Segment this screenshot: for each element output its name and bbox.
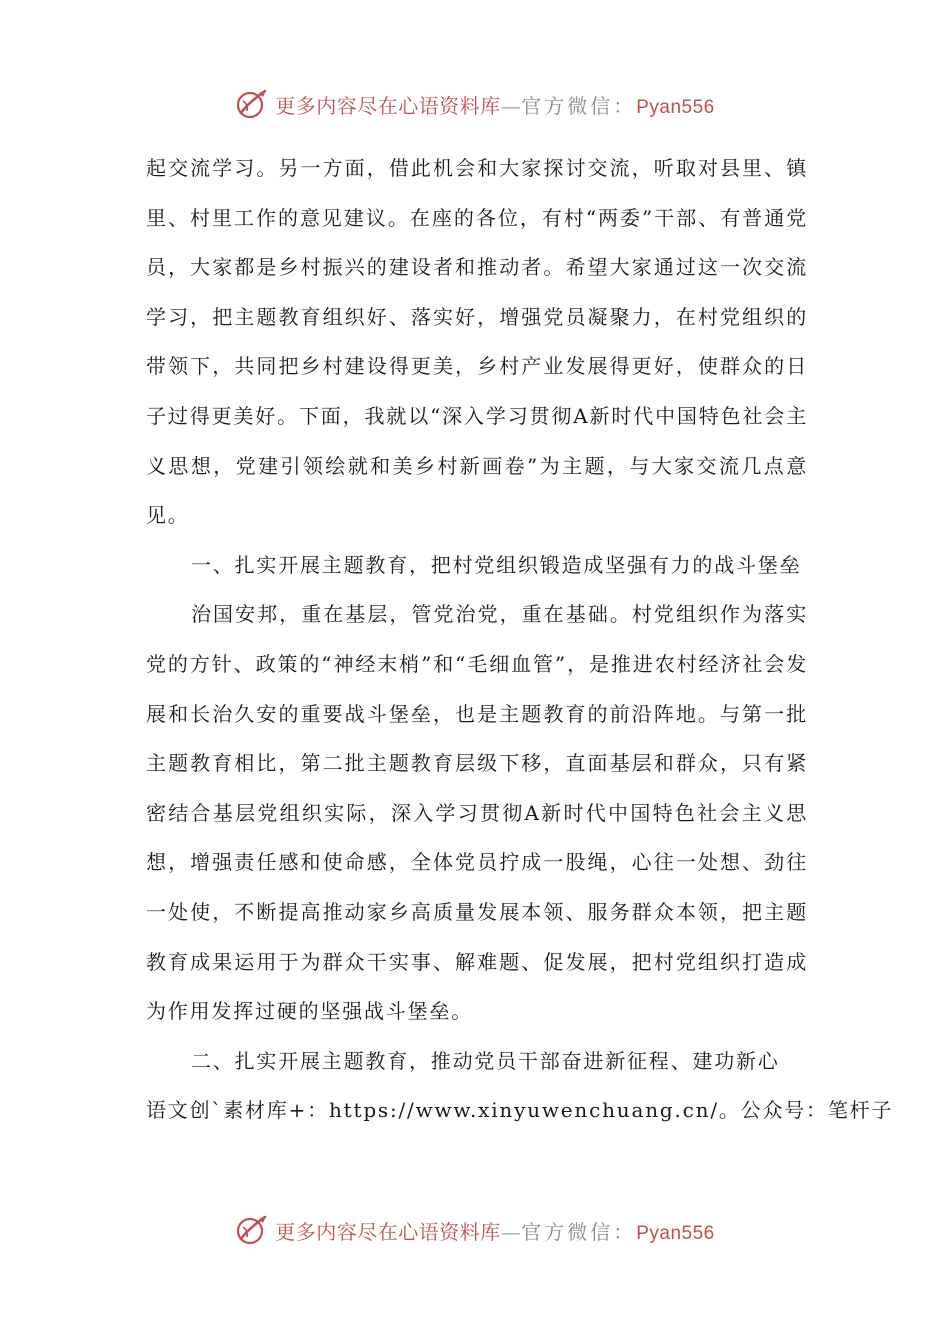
paragraph-2: 治国安邦，重在基层，管党治党，重在基础。村党组织作为落实党的方针、政策的“神经末梢”和“毛细血管”，是推进农村经济社会发展和长治久安的重要战斗堡垒，也是主题教育的前沿阵地。与第一批主题教育相比，第二批主题教育层级下移，直面基层和群众，只有紧密结合基层党组织实际，深入学习贯彻A新时代中国特色社会主义思想，增强责任感和使命感，全体党员拧成一股绳，心往一处想、劲往一处使，不断提高推动家乡高质量发展本领、服务群众本领，把主题教育成果运用于为群众干实事、解难题、促发展，把村党组织打造成为作用发挥过硬的坚强战斗堡垒。 <box>146 602 808 1024</box>
pen-logo-icon <box>235 1213 269 1247</box>
footer-banner-text <box>275 1216 715 1245</box>
footer-site-name: 更多内容尽在心语资料库 <box>275 1219 501 1244</box>
source-line: 语文创`素材库+：https://www.xinyuwenchuang.cn/。公众号：笔杆子 <box>146 1098 894 1123</box>
header-wechat-id: Pyan556 <box>636 96 715 118</box>
footer-banner <box>0 1210 950 1250</box>
footer-wechat-id: Pyan556 <box>636 1222 715 1244</box>
header-site-name: 更多内容尽在心语资料库 <box>275 93 501 118</box>
paragraph-1: 起交流学习。另一方面，借此机会和大家探讨交流，听取对县里、镇里、村里工作的意见建议。在座的各位，有村“两委”干部、有普通党员，大家都是乡村振兴的建设者和推动者。希望大家通过这一次交流学习，把主题教育组织好、落实好，增强党员凝聚力，在村党组织的带领下，共同把乡村建设得更美，乡村产业发展得更好，使群众的日子过得更美好。下面，我就以“深入学习贯彻A新时代中国特色社会主义思想，党建引领绘就和美乡村新画卷”为主题，与大家交流几点意见。 <box>146 156 808 528</box>
section-heading-1: 一、扎实开展主题教育，把村党组织锻造成坚强有力的战斗堡垒 <box>191 552 802 577</box>
header-wechat-label: 官方微信： <box>521 93 637 118</box>
footer-dash: — <box>500 1219 522 1244</box>
section-heading-2: 二、扎实开展主题教育，推动党员干部奋进新征程、建功新心 <box>191 1048 780 1073</box>
document-body <box>146 144 894 1136</box>
pen-logo-icon <box>235 87 269 121</box>
header-banner-text <box>275 90 715 119</box>
header-dash: — <box>500 93 522 118</box>
header-banner <box>0 84 950 124</box>
footer-wechat-label: 官方微信： <box>521 1219 637 1244</box>
